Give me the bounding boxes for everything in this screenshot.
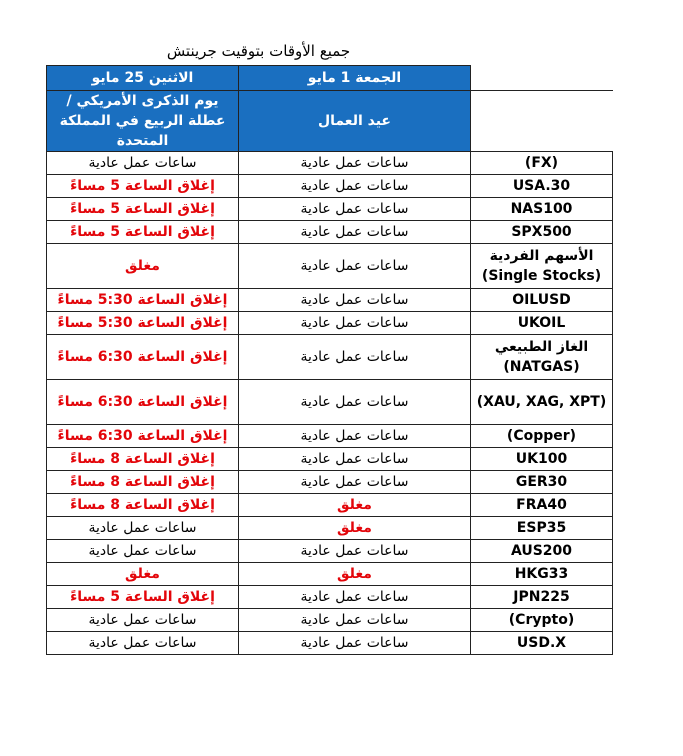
cell-instrument: UK100	[471, 448, 613, 471]
cell-may25-status: إغلاق الساعة 5 مساءً	[47, 221, 239, 244]
header-blank-cell	[471, 66, 613, 91]
table-row	[47, 312, 613, 335]
cell-may25-status: إغلاق الساعة 8 مساءً	[47, 448, 239, 471]
cell-may1-status: مغلق	[239, 494, 471, 517]
cell-may1-status: ساعات عمل عادية	[239, 221, 471, 244]
table-row	[47, 609, 613, 632]
table-row	[47, 380, 613, 425]
cell-may1-status: ساعات عمل عادية	[239, 380, 471, 425]
cell-may25-status: إغلاق الساعة 5:30 مساءً	[47, 312, 239, 335]
holiday-schedule-table	[46, 65, 613, 655]
cell-instrument: (FX)	[471, 152, 613, 175]
cell-may25-status: ساعات عمل عادية	[47, 517, 239, 540]
cell-may1-status: ساعات عمل عادية	[239, 448, 471, 471]
cell-may1-status: ساعات عمل عادية	[239, 540, 471, 563]
cell-may25-status: إغلاق الساعة 5:30 مساءً	[47, 289, 239, 312]
cell-may25-status: ساعات عمل عادية	[47, 609, 239, 632]
cell-may25-status: إغلاق الساعة 8 مساءً	[47, 471, 239, 494]
cell-may1-status: ساعات عمل عادية	[239, 175, 471, 198]
cell-may1-status: ساعات عمل عادية	[239, 312, 471, 335]
cell-may1-status: ساعات عمل عادية	[239, 198, 471, 221]
cell-may25-status: إغلاق الساعة 6:30 مساءً	[47, 425, 239, 448]
table-row	[47, 448, 613, 471]
cell-may25-status: مغلق	[47, 563, 239, 586]
table-row	[47, 289, 613, 312]
cell-may25-status: ساعات عمل عادية	[47, 152, 239, 175]
cell-may25-status: مغلق	[47, 244, 239, 289]
cell-may1-status: مغلق	[239, 517, 471, 540]
cell-instrument: الأسهم الفردية (Single Stocks)	[471, 244, 613, 289]
cell-instrument: GER30	[471, 471, 613, 494]
table-row	[47, 335, 613, 380]
cell-may1-status: ساعات عمل عادية	[239, 289, 471, 312]
cell-may25-status: إغلاق الساعة 5 مساءً	[47, 175, 239, 198]
header-date-may1: الجمعة 1 مايو	[239, 66, 471, 91]
cell-may25-status: إغلاق الساعة 5 مساءً	[47, 586, 239, 609]
table-row	[47, 175, 613, 198]
cell-may1-status: ساعات عمل عادية	[239, 152, 471, 175]
cell-instrument: UKOIL	[471, 312, 613, 335]
table-row	[47, 425, 613, 448]
cell-may1-status: ساعات عمل عادية	[239, 244, 471, 289]
table-row	[47, 494, 613, 517]
page-title: جميع الأوقات بتوقيت جرينتش	[166, 42, 351, 60]
cell-instrument: USD.X	[471, 632, 613, 655]
header-row-dates	[47, 66, 613, 91]
cell-instrument: (Crypto)	[471, 609, 613, 632]
header-holiday-may25: يوم الذكرى الأمريكي / عطلة الربيع في المملكة المتحدة	[47, 91, 239, 152]
cell-instrument: NAS100	[471, 198, 613, 221]
header-blank-cell	[471, 91, 613, 152]
cell-may25-status: إغلاق الساعة 6:30 مساءً	[47, 335, 239, 380]
cell-may25-status: إغلاق الساعة 5 مساءً	[47, 198, 239, 221]
table-row	[47, 244, 613, 289]
table-row	[47, 586, 613, 609]
header-date-may25: الاثنين 25 مايو	[47, 66, 239, 91]
cell-may1-status: ساعات عمل عادية	[239, 335, 471, 380]
table-row	[47, 540, 613, 563]
cell-may25-status: إغلاق الساعة 6:30 مساءً	[47, 380, 239, 425]
cell-instrument: ESP35	[471, 517, 613, 540]
cell-instrument: FRA40	[471, 494, 613, 517]
cell-instrument: HKG33	[471, 563, 613, 586]
cell-may25-status: ساعات عمل عادية	[47, 632, 239, 655]
table-row	[47, 221, 613, 244]
cell-may1-status: ساعات عمل عادية	[239, 586, 471, 609]
cell-may1-status: ساعات عمل عادية	[239, 609, 471, 632]
cell-may25-status: إغلاق الساعة 8 مساءً	[47, 494, 239, 517]
cell-instrument: OILUSD	[471, 289, 613, 312]
cell-instrument: AUS200	[471, 540, 613, 563]
header-holiday-may1: عيد العمال	[239, 91, 471, 152]
cell-instrument: USA.30	[471, 175, 613, 198]
table-row	[47, 632, 613, 655]
cell-may1-status: ساعات عمل عادية	[239, 471, 471, 494]
cell-may25-status: ساعات عمل عادية	[47, 540, 239, 563]
cell-instrument: (Copper)	[471, 425, 613, 448]
cell-may1-status: مغلق	[239, 563, 471, 586]
table-row	[47, 563, 613, 586]
cell-may1-status: ساعات عمل عادية	[239, 425, 471, 448]
cell-may1-status: ساعات عمل عادية	[239, 632, 471, 655]
table-row	[47, 198, 613, 221]
table-row	[47, 152, 613, 175]
cell-instrument: الغاز الطبيعي (NATGAS)	[471, 335, 613, 380]
table-row	[47, 517, 613, 540]
cell-instrument: SPX500	[471, 221, 613, 244]
cell-instrument: JPN225	[471, 586, 613, 609]
cell-instrument: (XAU, XAG, XPT)	[471, 380, 613, 425]
header-row-holidays	[47, 91, 613, 152]
table-row	[47, 471, 613, 494]
